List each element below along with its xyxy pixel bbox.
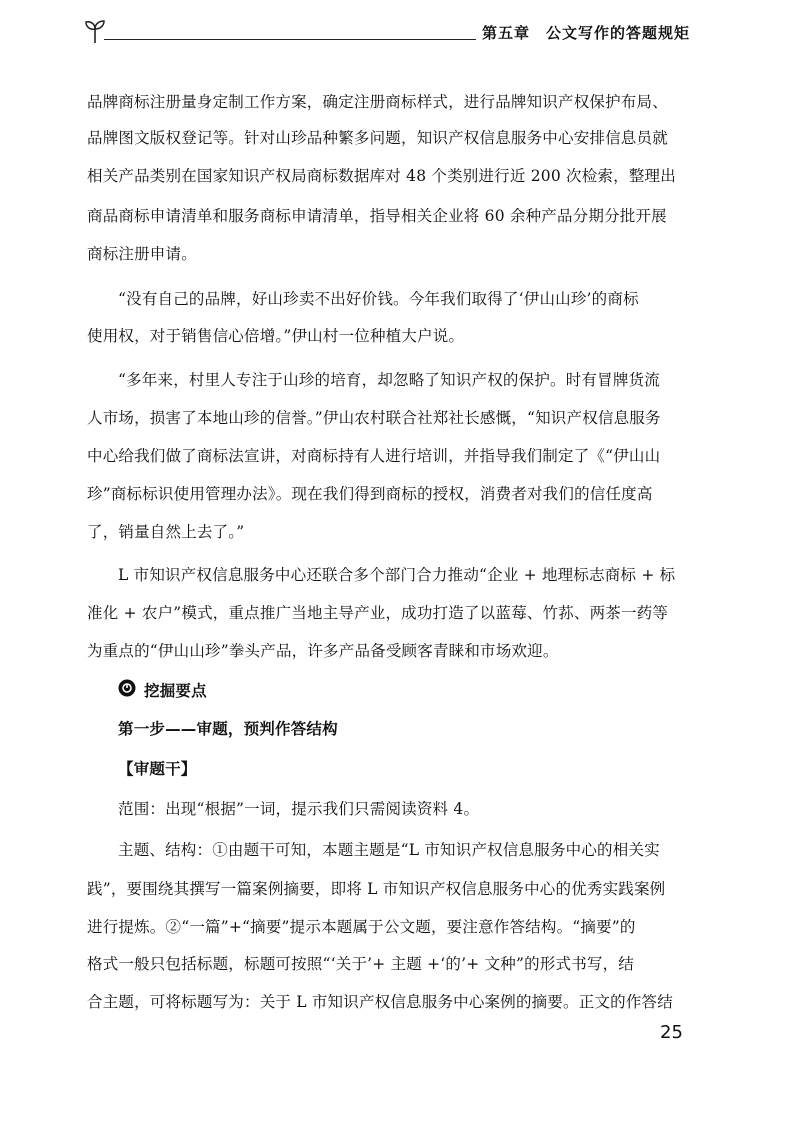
body-line: 进行提炼。②“一篇”+“摘要”提示本题属于公文题，要注意作答结构。“摘要”的 [87, 918, 636, 936]
sub-heading: 【审题干】 [118, 760, 197, 778]
body-line: 人市场，损害了本地山珍的信誉。”伊山农村联合社郑社长感慨，“知识产权信息服务 [87, 409, 661, 427]
body-line: 品牌图文版权登记等。针对山珍品种繁多问题，知识产权信息服务中心安排信息员就 [87, 129, 668, 147]
body-line: 范围：出现“根据”一词，提示我们只需阅读资料 4。 [118, 800, 480, 818]
body-line: 使用权，对于销售信心倍增。”伊山村一位种植大户说。 [87, 327, 465, 345]
page-number: 25 [660, 1022, 683, 1043]
body-line: “多年来，村里人专注于山珍的培育，却忽略了知识产权的保护。时有冒牌货流 [118, 371, 660, 389]
step-heading: 第一步——审题，预判作答结构 [118, 720, 338, 738]
body-line: 相关产品类别在国家知识产权局商标数据库对 48 个类别进行近 200 次检索，整理出 [87, 167, 676, 185]
body-line: 商品商标申请清单和服务商标申请清单，指导相关企业将 60 余种产品分期分批开展 [87, 207, 667, 225]
running-header [84, 18, 704, 48]
body-line: L 市知识产权信息服务中心还联合多个部门合力推动“企业 + 地理标志商标 + 标 [118, 566, 676, 584]
body-line: 商标注册申请。 [87, 245, 197, 263]
body-line: 珍”商标标识使用管理办法》。现在我们得到商标的授权，消费者对我们的信任度高 [87, 485, 653, 503]
section-bullet-icon [118, 679, 136, 697]
body-line: 了，销量自然上去了。” [87, 523, 245, 541]
chapter-heading [482, 22, 690, 43]
body-line: 准化 + 农户”模式，重点推广当地主导产业，成功打造了以蓝莓、竹荪、两茶一药等 [87, 604, 669, 622]
header-rule [104, 39, 476, 40]
sprout-icon [84, 18, 106, 44]
chapter-number: 第五章 [482, 24, 531, 42]
body-line: 中心给我们做了商标法宣讲，对商标持有人进行培训，并指导我们制定了《“伊山山 [87, 447, 661, 465]
section-heading: 挖掘要点 [144, 682, 207, 700]
body-line: “没有自己的品牌，好山珍卖不出好价钱。今年我们取得了‘伊山山珍’的商标 [118, 290, 639, 308]
body-line: 践”，要围绕其撰写一篇案例摘要，即将 L 市知识产权信息服务中心的优秀实践案例 [87, 880, 666, 898]
body-line: 格式一般只包括标题，标题可按照“‘关于’+ 主题 +‘的’+ 文种”的形式书写，结 [87, 955, 635, 973]
body-line: 为重点的“伊山山珍”拳头产品，许多产品备受顾客青睐和市场欢迎。 [87, 642, 559, 660]
chapter-title: 公文写作的答题规矩 [546, 24, 691, 42]
body-line: 品牌商标注册量身定制工作方案，确定注册商标样式，进行品牌知识产权保护布局、 [87, 93, 668, 111]
body-line: 合主题，可将标题写为：关于 L 市知识产权信息服务中心案例的摘要。正文的作答结 [87, 993, 673, 1011]
body-line: 主题、结构：①由题干可知，本题主题是“L 市知识产权信息服务中心的相关实 [118, 841, 660, 859]
